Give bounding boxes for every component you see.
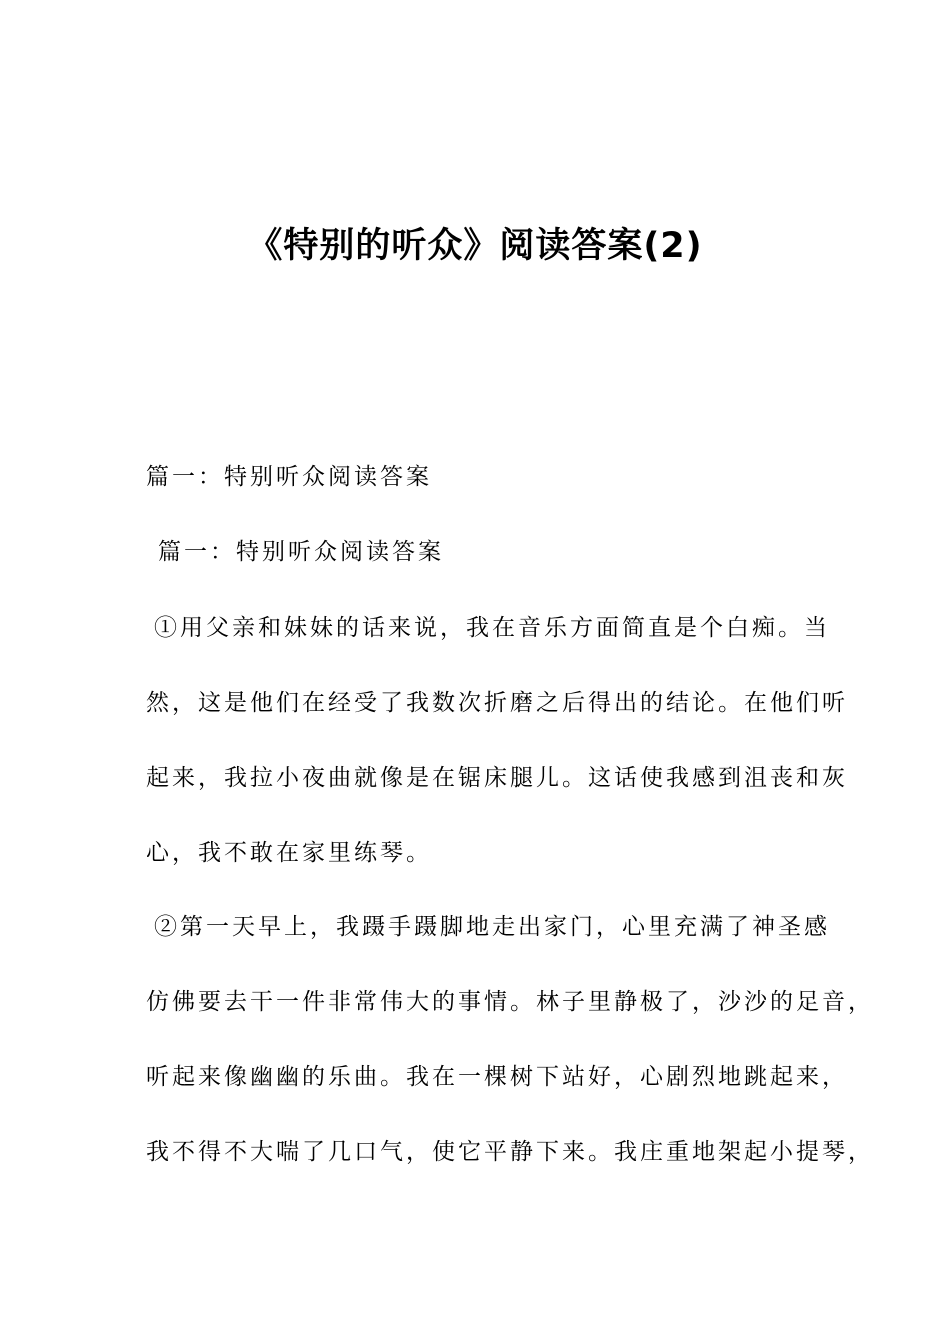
paragraph-line: ①用父亲和妹妹的话来说，我在音乐方面简直是个白痴。当 [154,615,830,641]
paragraph-line: 心，我不敢在家里练琴。 [146,840,432,866]
section-subheading: 篇一：特别听众阅读答案 [158,539,444,565]
section-heading: 篇一：特别听众阅读答案 [146,464,432,490]
paragraph-line: 仿佛要去干一件非常伟大的事情。林子里静极了，沙沙的足音， [146,989,874,1015]
paragraph-line: 起来，我拉小夜曲就像是在锯床腿儿。这话使我感到沮丧和灰 [146,765,848,791]
document-title: 《特别的听众》阅读答案(2) [247,226,703,266]
paragraph-line: 听起来像幽幽的乐曲。我在一棵树下站好，心剧烈地跳起来， [146,1064,848,1090]
paragraph-line: 然，这是他们在经受了我数次折磨之后得出的结论。在他们听 [146,690,848,716]
paragraph-line: 我不得不大喘了几口气，使它平静下来。我庄重地架起小提琴， [146,1139,874,1165]
paragraph-line: ②第一天早上，我蹑手蹑脚地走出家门，心里充满了神圣感 [154,914,830,940]
